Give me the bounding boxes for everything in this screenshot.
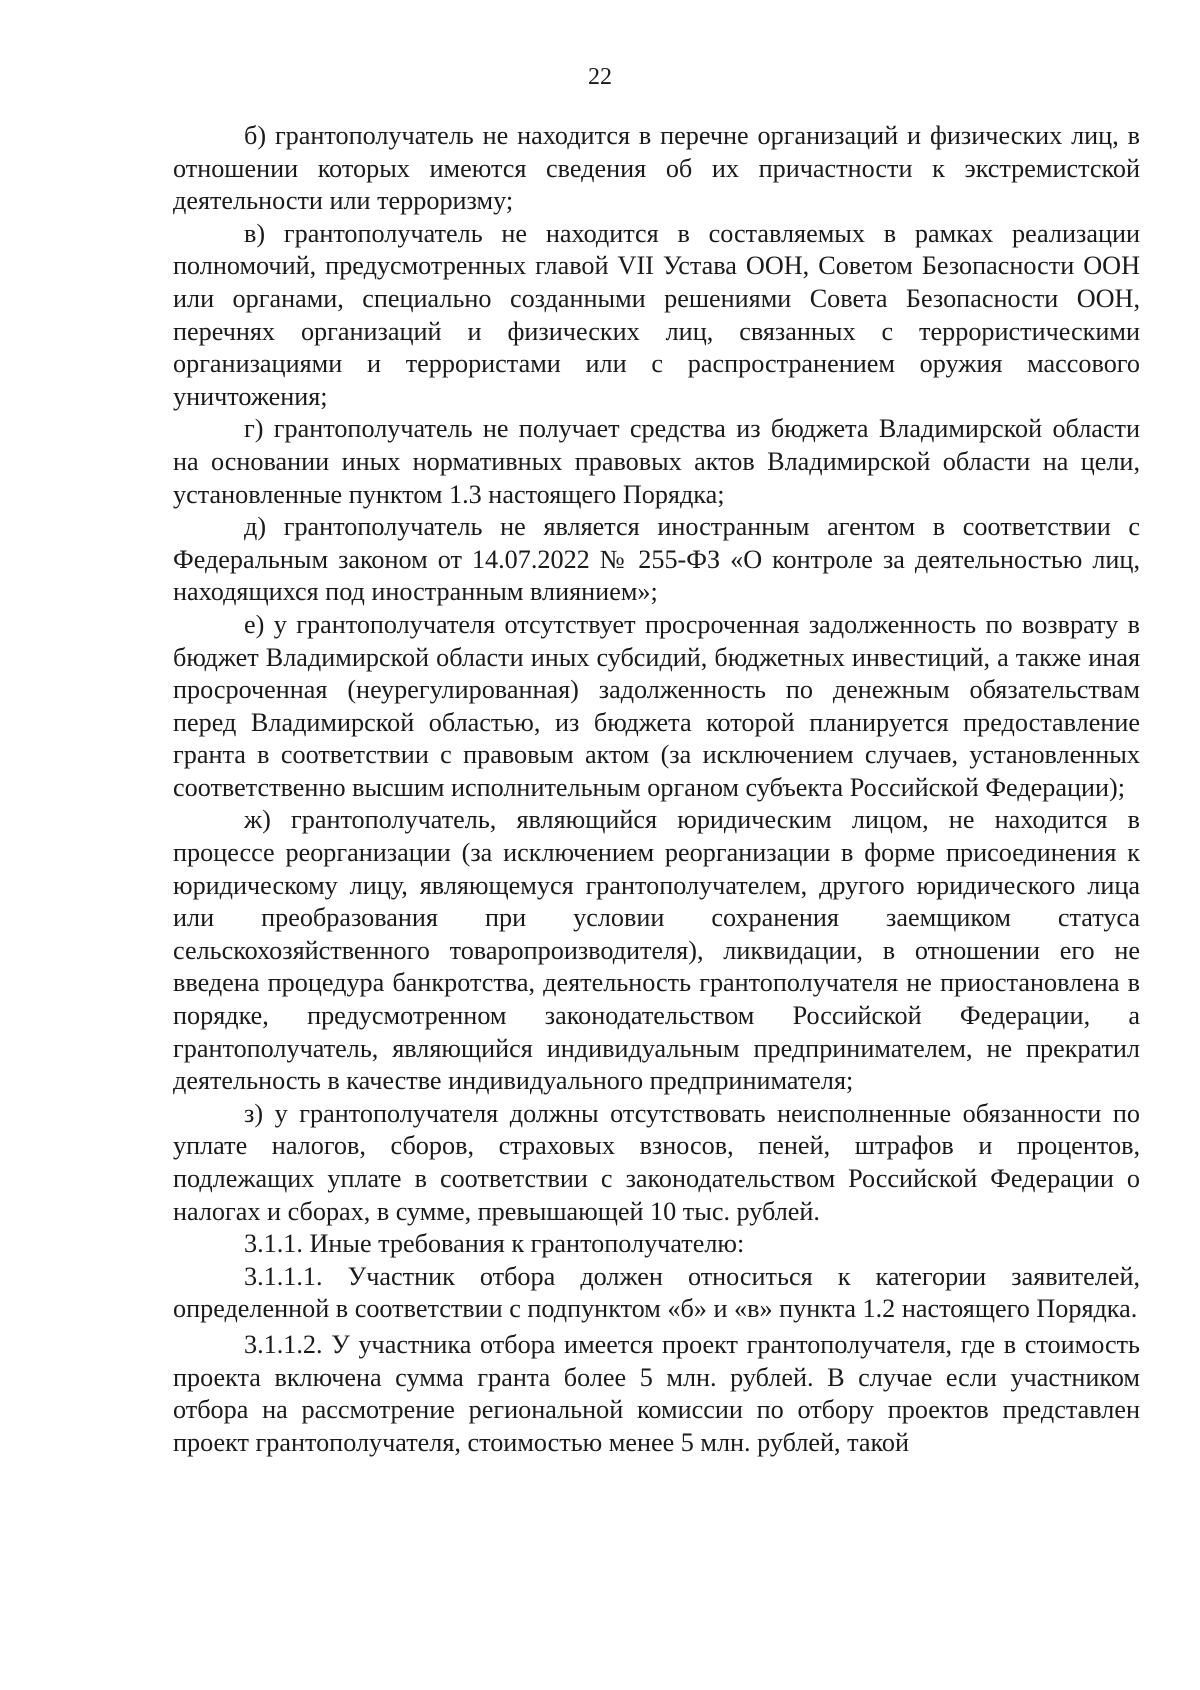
paragraph-z: з) у грантополучателя должны отсутствовать неисполненные обязанности по уплате налогов, сборов, страховых взносов, пеней, штрафов и процентов, подлежащих уплате в соответствии с законодательством Российской Федерации о налогах и сборах, в сумме, превышающей 10 тыс. рублей. [173, 1098, 1140, 1226]
section-3-1-1-2: 3.1.1.2. У участника отбора имеется проект грантополучателя, где в стоимость проекта включена сумма гранта более 5 млн. рублей. В случае если участником отбора на рассмотрение региональной комиссии по отбору проектов представлен проект грантополучателя, стоимостью менее 5 млн. рублей, такой [173, 1329, 1140, 1457]
document-body [173, 120, 1140, 1459]
paragraph-zh: ж) грантополучатель, являющийся юридическим лицом, не находится в процессе реорганизации (за исключением реорганизации в форме присоединения к юридическому лицу, являющемуся грантополучателем, другого юридического лица или преобразования при условии сохранения заемщиком статуса сельскохозяйственного товаропроизводителя), ликвидации, в отношении его не введена процедура банкротства, деятельность грантополучателя не приостановлена в порядке, предусмотренном законодательством Российской Федерации, а грантополучатель, являющийся индивидуальным предпринимателем, не прекратил деятельность в качестве индивидуального предпринимателя; [173, 805, 1140, 1096]
paragraph-g: г) грантополучатель не получает средства из бюджета Владимирской области на основании иных нормативных правовых актов Владимирской области на цели, установленные пунктом 1.3 настоящего Порядка; [173, 414, 1140, 509]
section-3-1-1-heading: 3.1.1. Иные требования к грантополучателю: [244, 1229, 745, 1259]
section-3-1-1-1: 3.1.1.1. Участник отбора должен относиться к категории заявителей, определенной в соответствии с подпунктом «б» и «в» пункта 1.2 настоящего Порядка. [173, 1261, 1140, 1324]
page-number: 22 [588, 64, 612, 90]
paragraph-e: е) у грантополучателя отсутствует просроченная задолженность по возврату в бюджет Владимирской области иных субсидий, бюджетных инвестиций, а также иная просроченная (неурегулированная) задолженность по денежным обязательствам перед Владимирской областью, из бюджета которой планируется предоставление гранта в соответствии с правовым актом (за исключением случаев, установленных соответственно высшим исполнительным органом субъекта Российской Федерации); [173, 609, 1140, 802]
paragraph-b: б) грантополучатель не находится в перечне организаций и физических лиц, в отношении которых имеются сведения об их причастности к экстремистской деятельности или терроризму; [173, 121, 1140, 216]
paragraph-d: д) грантополучатель не является иностранным агентом в соответствии с Федеральным законом от 14.07.2022 № 255-ФЗ «О контроле за деятельностью лиц, находящихся под иностранным влиянием»; [173, 512, 1140, 607]
paragraph-v: в) грантополучатель не находится в составляемых в рамках реализации полномочий, предусмотренных главой VII Устава ООН, Советом Безопасности ООН или органами, специально созданными решениями Совета Безопасности ООН, перечнях организаций и физических лиц, связанных с террористическими организациями и террористами или с распространением оружия массового уничтожения; [173, 218, 1140, 411]
